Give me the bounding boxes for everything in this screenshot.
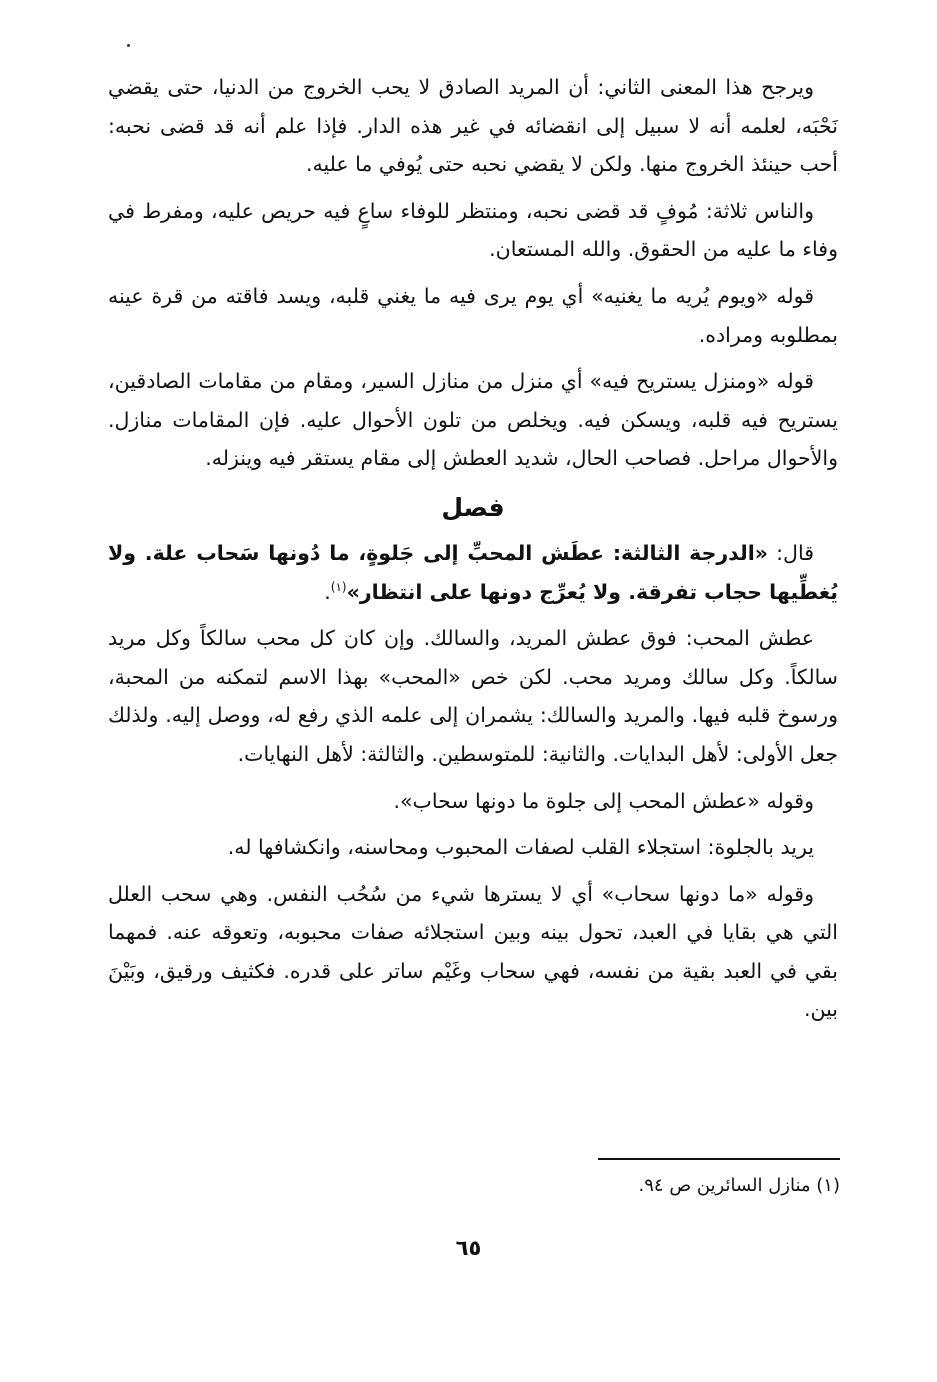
paragraph-1: ويرجح هذا المعنى الثاني: أن المريد الصادق لا يحب الخروج من الدنيا، حتى يقضي نَحْبَه، لعلمه أنه لا سبيل إلى انقضائه في غير هذه الدار. فإذا علم أنه قد قضى نحبه: أحب حينئذ الخروج منها. ولكن لا يقضي نحبه حتى يُوفي ما عليه. (108, 75, 838, 177)
footnote-marker[interactable]: (١) (330, 579, 347, 594)
paragraph-5: عطش المحب: فوق عطش المريد، والسالك. وإن كان كل محب سالكاً وكل مريد سالكاً. وكل سالك ومريد محب. لكن خص «المحب» بهذا الاسم لتمكنه من المحبة، ورسوخ قلبه فيها. والمريد والسالك: يشمران إلى علمه الذي رفع له، ووصل إليه. ولذلك جعل الأولى: لأهل البدايات. والثانية: للمتوسطين. والثالثة: لأهل النهايات. (108, 626, 838, 766)
footnote-divider (598, 1158, 840, 1160)
quote-prefix: قال: (767, 540, 814, 565)
quote-end: . (324, 579, 331, 604)
paragraph-3: قوله «ويوم يُريه ما يغنيه» أي يوم يرى فيه ما يغني قلبه، ويسد فاقته من قرة عينه بمطلوبه ومراده. (108, 283, 838, 347)
quote-paragraph (108, 534, 838, 611)
section-heading: فصل (441, 492, 505, 522)
paragraph-6: وقوله «عطش المحب إلى جلوة ما دونها سحاب». (393, 788, 814, 813)
paragraph-2: والناس ثلاثة: مُوفٍ قد قضى نحبه، ومنتظر للوفاء ساعٍ فيه حريص عليه، ومفرط في وفاء ما عليه من الحقوق. والله المستعان. (108, 198, 838, 262)
footnote: (١) منازل السائرين ص ٩٤. (638, 1175, 840, 1196)
paragraph-8: وقوله «ما دونها سحاب» أي لا يسترها شيء من سُحُب النفس. وهي سحب العلل التي هي بقايا في العبد، تحول بينه وبين استجلائه صفات محبوبه، وتعوقه عنه. فمهما بقي في العبد بقية من نفسه، فهي سحاب وغَيْم ساتر على قدره. فكثيف ورقيق، وبَيْنَ بين. (108, 881, 838, 1022)
quote-text: «الدرجة الثالثة: عطَش المحبِّ إلى جَلوةٍ، ما دُونها سَحاب علة. ولا يُغطِّيها حجاب تفرقة. ولا يُعرِّج دونها على انتظار» (108, 540, 838, 604)
paragraph-7: يريد بالجلوة: استجلاء القلب لصفات المحبوب ومحاسنه، وانكشافها له. (227, 835, 814, 860)
scan-speck (127, 44, 130, 47)
page-number: ٦٥ (455, 1236, 482, 1260)
paragraph-4: قوله «ومنزل يستريح فيه» أي منزل من منازل السير، ومقام من مقامات الصادقين، يستريح فيه قلبه، ويسكن فيه. ويخلص من تلون الأحوال عليه. فإن المقامات منازل. والأحوال مراحل. فصاحب الحال، شديد العطش إلى مقام يستقر فيه وينزله. (108, 369, 838, 471)
main-text (108, 68, 838, 1037)
